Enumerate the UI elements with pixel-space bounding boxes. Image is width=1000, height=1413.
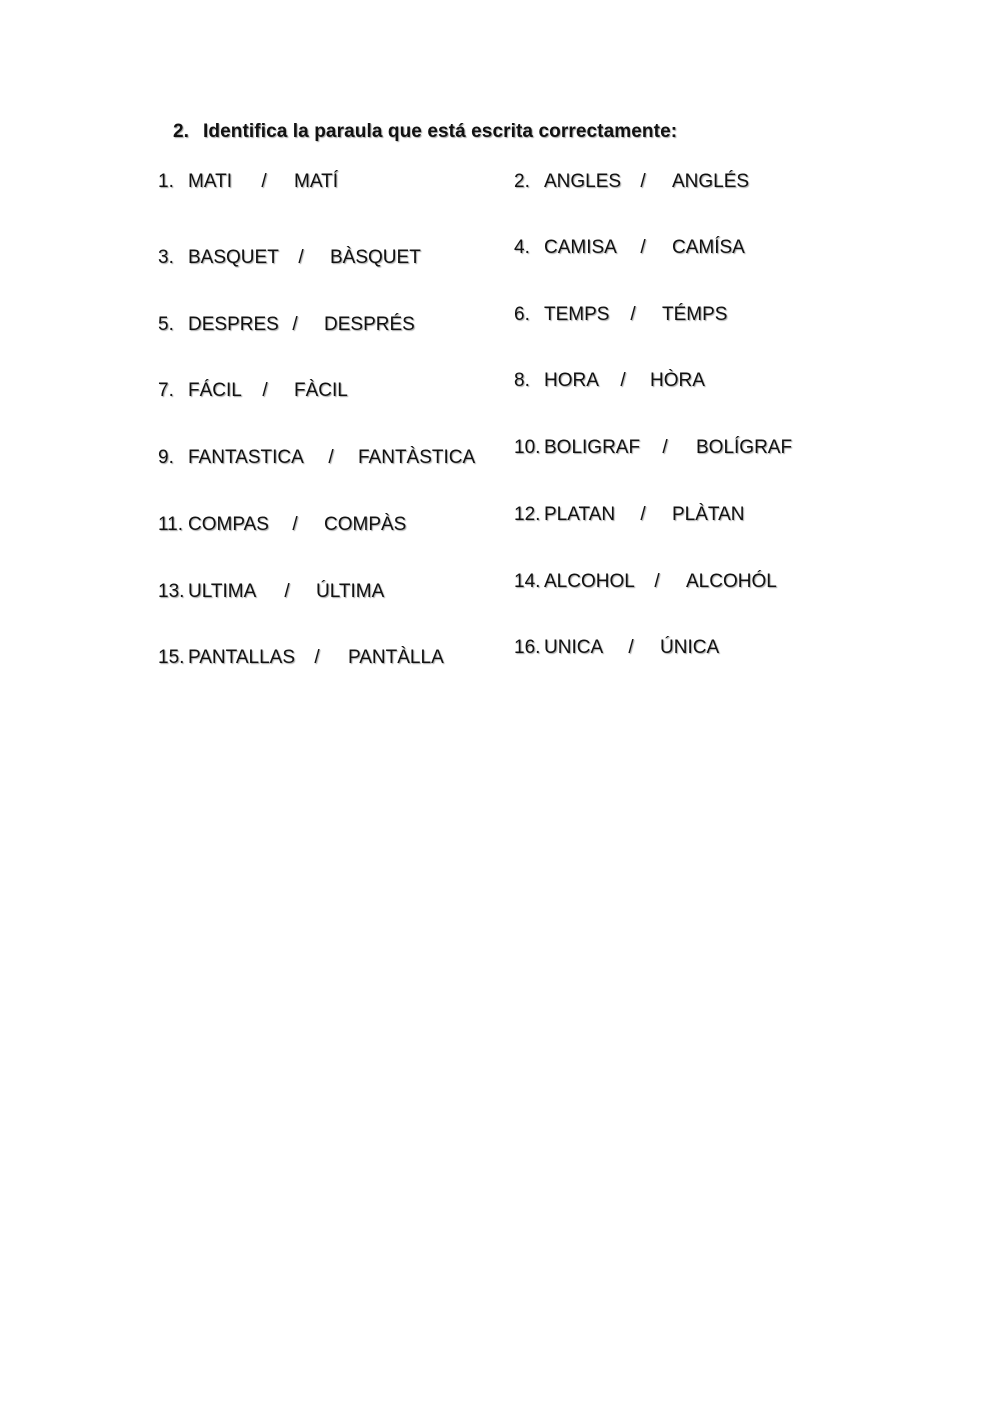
word-option-a[interactable]: ANGLES <box>544 171 622 192</box>
separator: / <box>630 304 636 325</box>
item-number: 13. <box>158 581 185 602</box>
word-pair-item <box>514 503 745 527</box>
item-number: 6. <box>514 304 530 325</box>
word-option-a[interactable]: ALCOHOL <box>544 571 635 592</box>
word-option-b[interactable]: ALCOHÓL <box>686 571 777 592</box>
word-option-b[interactable]: COMPÀS <box>324 514 407 535</box>
separator: / <box>261 171 267 192</box>
item-number: 14. <box>514 571 541 592</box>
item-number: 12. <box>514 504 541 525</box>
word-pair-item <box>158 446 475 470</box>
item-number: 8. <box>514 370 530 391</box>
separator: / <box>314 647 320 668</box>
item-number: 7. <box>158 380 174 401</box>
word-pair-item <box>158 246 421 270</box>
separator: / <box>640 504 646 525</box>
word-option-b[interactable]: FÀCIL <box>294 380 348 401</box>
item-number: 1. <box>158 171 174 192</box>
word-option-a[interactable]: TEMPS <box>544 304 610 325</box>
separator: / <box>328 447 334 468</box>
word-option-a[interactable]: DESPRES <box>188 314 279 335</box>
word-option-b[interactable]: FANTÀSTICA <box>358 447 476 468</box>
word-option-a[interactable]: PLATAN <box>544 504 616 525</box>
item-number: 16. <box>514 637 541 658</box>
word-option-a[interactable]: BASQUET <box>188 247 279 268</box>
separator: / <box>262 380 268 401</box>
word-pair-item <box>158 646 444 670</box>
word-option-b[interactable]: PANTÀLLA <box>348 647 444 668</box>
word-option-b[interactable]: ANGLÉS <box>672 171 750 192</box>
word-option-a[interactable]: BOLIGRAF <box>544 437 641 458</box>
word-pair-item <box>158 170 338 194</box>
word-option-a[interactable]: MATI <box>188 171 232 192</box>
word-option-b[interactable]: MATÍ <box>294 171 338 192</box>
word-option-b[interactable]: HÒRA <box>650 370 705 391</box>
word-option-a[interactable]: ULTIMA <box>188 581 257 602</box>
word-option-b[interactable]: CAMÍSA <box>672 237 745 258</box>
word-pair-item <box>158 313 415 337</box>
word-option-b[interactable]: DESPRÉS <box>324 314 415 335</box>
word-option-a[interactable]: CAMISA <box>544 237 617 258</box>
word-pair-item <box>514 570 777 594</box>
exercise-heading <box>173 121 677 143</box>
separator: / <box>628 637 634 658</box>
word-pair-item <box>514 436 792 460</box>
word-option-a[interactable]: FÁCIL <box>188 380 242 401</box>
separator: / <box>640 237 646 258</box>
separator: / <box>292 514 298 535</box>
word-option-b[interactable]: BOLÍGRAF <box>696 437 793 458</box>
separator: / <box>620 370 626 391</box>
word-pair-item <box>514 303 727 327</box>
word-option-a[interactable]: PANTALLAS <box>188 647 296 668</box>
word-pair-item <box>514 236 745 260</box>
word-pair-item <box>158 513 406 537</box>
item-number: 4. <box>514 237 530 258</box>
word-pair-item <box>158 580 384 604</box>
word-option-a[interactable]: FANTASTICA <box>188 447 304 468</box>
word-option-b[interactable]: ÚNICA <box>660 637 720 658</box>
separator: / <box>654 571 660 592</box>
exercise-number: 2. <box>173 121 190 142</box>
word-option-a[interactable]: UNICA <box>544 637 604 658</box>
exercise-instruction: Identifica la paraula que está escrita correctamente: <box>203 121 678 142</box>
separator: / <box>662 437 668 458</box>
item-number: 2. <box>514 171 530 192</box>
item-number: 3. <box>158 247 174 268</box>
separator: / <box>284 581 290 602</box>
word-option-b[interactable]: PLÀTAN <box>672 504 745 525</box>
separator: / <box>640 171 646 192</box>
item-number: 9. <box>158 447 174 468</box>
item-number: 11. <box>158 514 184 535</box>
word-pair-item <box>158 379 348 403</box>
word-option-b[interactable]: ÚLTIMA <box>316 581 385 602</box>
word-pair-item <box>514 170 749 194</box>
word-pair-item <box>514 636 719 660</box>
word-option-a[interactable]: COMPAS <box>188 514 269 535</box>
item-number: 15. <box>158 647 185 668</box>
item-number: 5. <box>158 314 174 335</box>
word-option-b[interactable]: BÀSQUET <box>330 247 421 268</box>
separator: / <box>298 247 304 268</box>
word-pair-item <box>514 369 705 393</box>
item-number: 10. <box>514 437 541 458</box>
word-option-b[interactable]: TÉMPS <box>662 304 728 325</box>
separator: / <box>292 314 298 335</box>
word-option-a[interactable]: HORA <box>544 370 599 391</box>
